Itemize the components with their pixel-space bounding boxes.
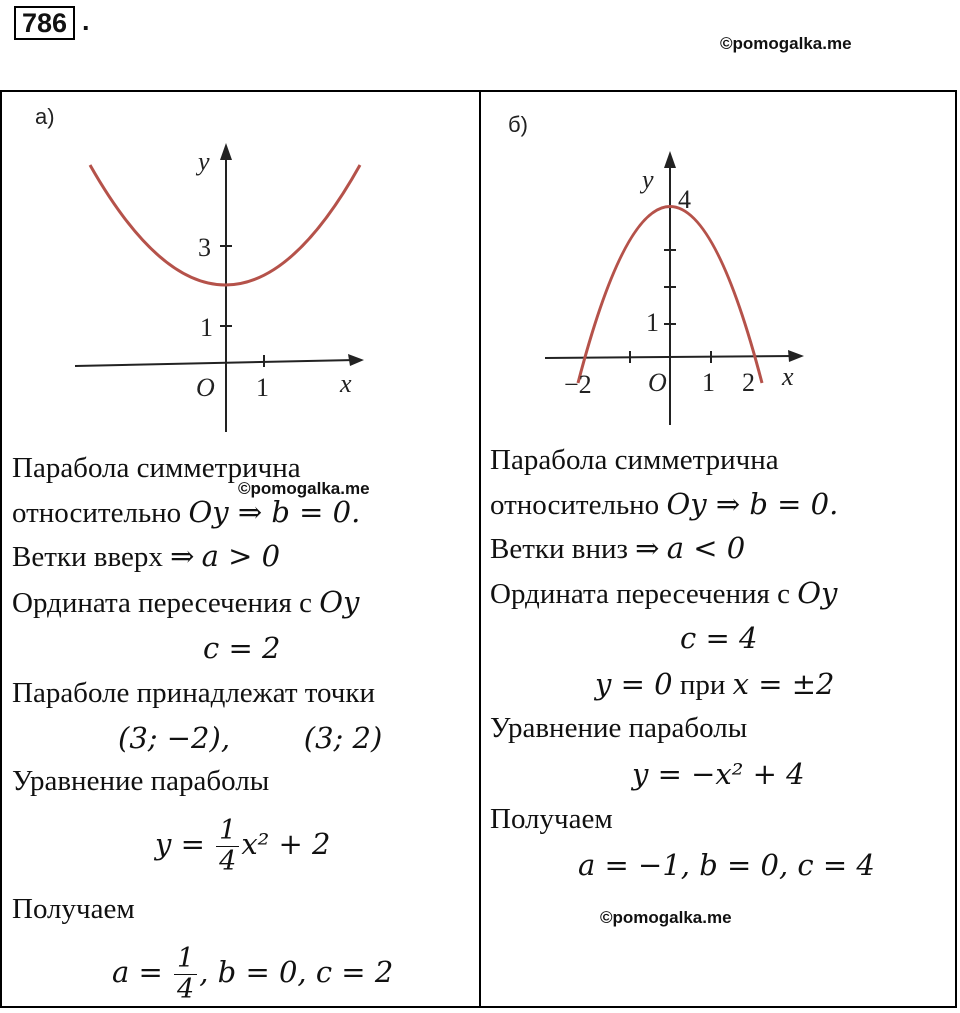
right-line-relative [490, 487, 838, 522]
right-result: a = −1, b = 0, c = 4 [578, 848, 875, 882]
graph-a [0, 0, 480, 440]
problem-number-dot: . [82, 6, 90, 36]
left-eq-frac-num: 1 [216, 816, 239, 847]
graph-a-y-arrow [220, 143, 232, 160]
left-line-branches [12, 539, 280, 574]
graph-a-label-x: x [340, 369, 352, 398]
right-line-branches [490, 531, 745, 566]
watermark-top: ©pomogalka.me [720, 34, 852, 53]
left-eq-frac-den: 4 [219, 845, 237, 877]
right-zeros-x: x = ±2 [732, 667, 835, 701]
graph-b-label-x: x [782, 362, 794, 391]
left-result [112, 940, 393, 1005]
left-equation [155, 812, 330, 877]
right-zeros-y: y = 0 [595, 667, 673, 701]
left-line-ordinate [12, 585, 359, 620]
graph-a-x-axis [75, 360, 355, 366]
graph-a-label-1: 1 [200, 313, 213, 342]
left-res-fraction [174, 944, 197, 1005]
right-ordinate-text: Ордината пересечения с [490, 578, 798, 610]
left-res-frac-num: 1 [174, 944, 197, 975]
graph-a-label-origin: O [196, 373, 215, 402]
graph-b-label-1: 1 [646, 308, 659, 337]
left-ordinate-text: Ордината пересечения с [12, 587, 320, 619]
right-line-result-title: Получаем [490, 803, 613, 835]
right-line-ordinate [490, 576, 837, 611]
right-line-zeros [595, 667, 834, 702]
left-res-a: a = [112, 955, 173, 989]
watermark-left: ©pomogalka.me [238, 479, 370, 498]
graph-b-label-x2: 2 [742, 368, 755, 397]
left-eq-y: y = [155, 827, 215, 861]
graph-a-x-arrow [348, 354, 364, 366]
left-a-gt0: a > 0 [201, 539, 281, 573]
right-relative-word: относительно [490, 489, 667, 521]
graph-b-label-x1: 1 [702, 368, 715, 397]
left-line-symmetric: Парабола симметрична [12, 452, 301, 484]
left-line-points: Параболе принадлежат точки [12, 677, 375, 709]
graph-a-label-x1: 1 [256, 373, 269, 402]
left-line-equation-title: Уравнение параболы [12, 765, 270, 797]
right-line-symmetric: Парабола симметрична [490, 444, 779, 476]
graph-b-label-4: 4 [678, 185, 691, 214]
graph-a-label-y: y [198, 147, 210, 176]
right-branches-text: Ветки вниз ⇒ [490, 533, 667, 565]
right-a-lt0: a < 0 [666, 531, 746, 565]
left-points-values: (3; −2), (3; 2) [118, 721, 383, 755]
left-line-relative [12, 495, 360, 530]
graph-b-x-arrow [788, 350, 804, 362]
left-res-rest: , b = 0, c = 2 [199, 955, 394, 989]
panel-label-a: а) [35, 104, 55, 129]
left-eq-fraction [216, 816, 239, 877]
left-line-result-title: Получаем [12, 893, 135, 925]
right-zeros-word: при [672, 669, 733, 701]
left-oy-b0: Oy ⇒ b = 0. [188, 495, 361, 529]
graph-b-label-origin: O [648, 368, 667, 397]
left-oy: Oy [319, 585, 360, 619]
left-branches-text: Ветки вверх ⇒ [12, 541, 202, 573]
graph-b-y-arrow [664, 151, 676, 168]
left-res-frac-den: 4 [177, 973, 195, 1005]
problem-number: 786 [14, 6, 75, 40]
graph-b-label-y: y [642, 165, 654, 194]
right-equation: y = −x² + 4 [632, 757, 805, 791]
right-oy-b0: Oy ⇒ b = 0. [666, 487, 839, 521]
left-relative-word: относительно [12, 497, 189, 529]
left-eq-rest: x² + 2 [241, 827, 331, 861]
watermark-right: ©pomogalka.me [600, 908, 732, 927]
graph-a-label-3: 3 [198, 233, 211, 262]
right-line-equation-title: Уравнение параболы [490, 712, 748, 744]
right-oy: Oy [797, 576, 838, 610]
left-c-value: c = 2 [203, 631, 281, 665]
panel-label-b: б) [508, 112, 528, 137]
graph-b-label-minus2: −2 [564, 370, 592, 399]
right-c-value: c = 4 [680, 621, 758, 655]
graph-b [480, 0, 960, 440]
